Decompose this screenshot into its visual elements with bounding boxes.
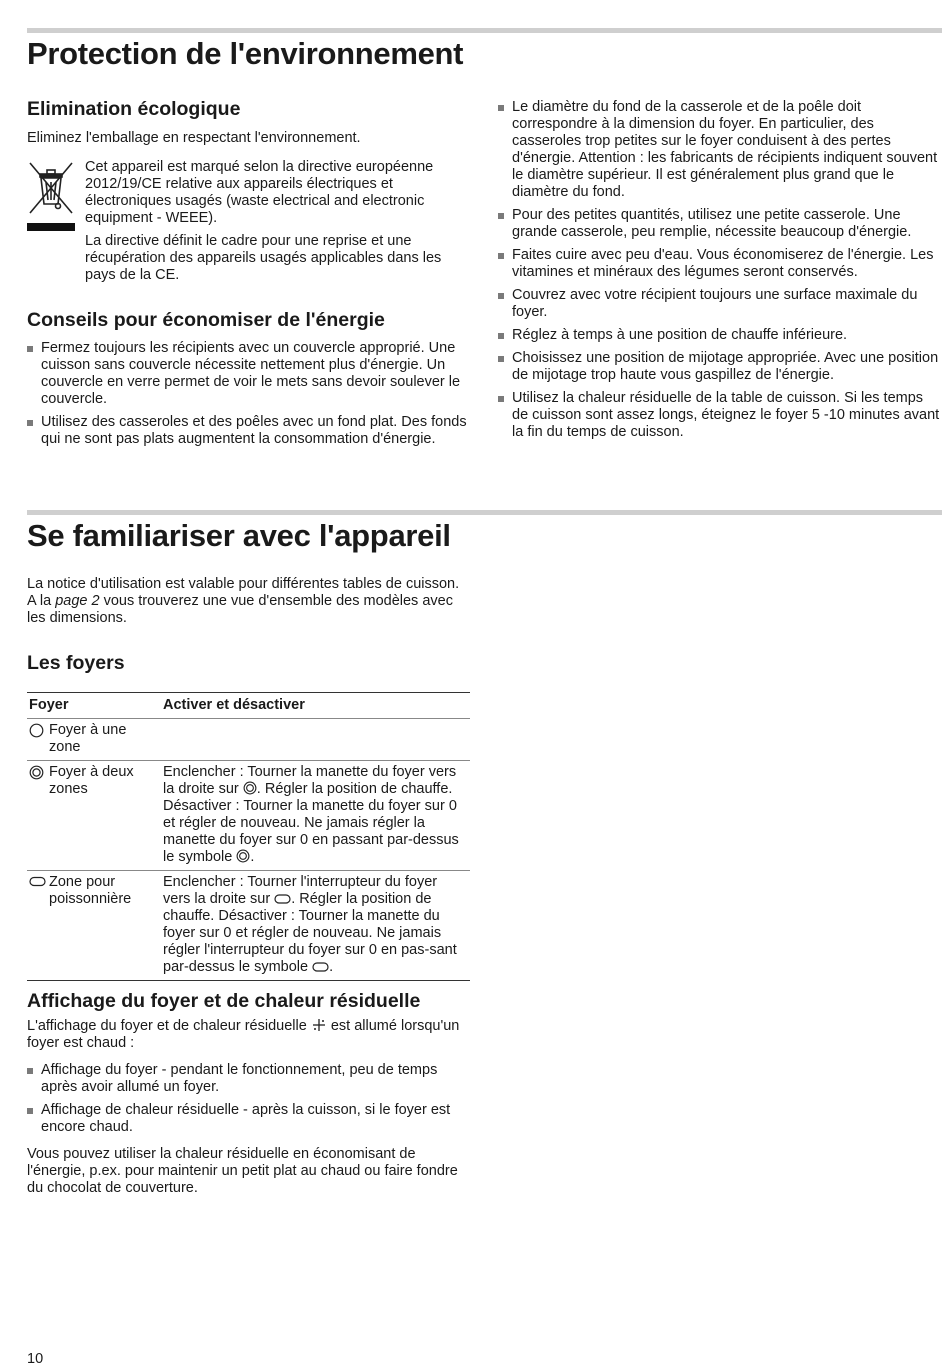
- energy-tips-list-right: [498, 99, 940, 447]
- column-header-foyer: Foyer: [27, 693, 161, 719]
- section-title-environment: Protection de l'environnement: [27, 36, 464, 71]
- bullet-icon: [27, 420, 33, 426]
- bullet-icon: [498, 396, 504, 402]
- list-item: Fermez toujours les récipients avec un couvercle approprié. Une cuisson sans couvercle nécessite nettement plus d'énergie. Un couvercle en verre permet de voir le mets sans devoir soulever le couvercle.: [27, 340, 467, 408]
- bullet-icon: [498, 105, 504, 111]
- bullet-icon: [498, 253, 504, 259]
- section-divider: [27, 28, 942, 33]
- table-header-row: [27, 693, 470, 719]
- bullet-icon: [27, 346, 33, 352]
- page-reference-link[interactable]: page 2: [55, 593, 100, 609]
- fish-zone-icon: [274, 893, 291, 905]
- foyers-table: [27, 692, 470, 981]
- bullet-icon: [27, 1108, 33, 1114]
- section-divider: [27, 510, 942, 515]
- appliance-intro: La notice d'utilisation est valable pour différentes tables de cuisson. A la page 2 vous trouverez une vue d'ensemble des modèles avec les dimensions.: [27, 576, 460, 626]
- weee-directive-text: Cet appareil est marqué selon la directive européenne 2012/19/CE relative aux appareils électriques et électroniques usagés (waste electrical and electronic equipment - WEEE).: [85, 159, 434, 226]
- fish-zone-icon: [312, 961, 329, 973]
- list-item: Utilisez des casseroles et des poêles avec un fond plat. Des fonds qui ne sont pas plats augmentent la consommation d'énergie.: [27, 414, 467, 448]
- bullet-icon: [498, 333, 504, 339]
- list-item: Faites cuire avec peu d'eau. Vous économiserez de l'énergie. Les vitamines et minéraux des légumes seront conservés.: [498, 247, 940, 281]
- heading-elimination: Elimination écologique: [27, 98, 241, 120]
- foyer-description: [161, 719, 470, 761]
- list-item: Le diamètre du fond de la casserole et de la poêle doit correspondre à la dimension du foyer. En particulier, des casseroles trop petites sur le foyer conduisent à des pertes d'énergie. Attention : les fabricants de récipients indiquent souvent le diamètre supérieur. Il est généralement plus grand que le diamètre du fond.: [498, 99, 940, 201]
- foyer-description: Enclencher : Tourner l'interrupteur du foyer vers la droite sur . Régler la position de chauffe. Désactiver : Tourner la manette du foyer sur 0 et régler de nouveau. Ne jamais régler l'interrupteur du foyer sur 0 en pas-sant par-dessus le symbole .: [161, 871, 470, 981]
- elimination-intro: Eliminez l'emballage en respectant l'environnement.: [27, 130, 361, 146]
- residual-heat-outro: Vous pouvez utiliser la chaleur résiduelle en économisant de l'énergie, p.ex. pour maintenir un petit plat au chaud ou faire fondre du chocolat de couverture.: [27, 1146, 458, 1196]
- table-row: [27, 871, 470, 981]
- list-item: Réglez à temps à une position de chauffe inférieure.: [498, 327, 940, 344]
- dual-zone-icon: [29, 764, 49, 798]
- foyer-name: Foyer à une zone: [49, 722, 127, 755]
- weee-crossed-bin-icon: [27, 160, 75, 234]
- list-item: Affichage du foyer - pendant le fonctionnement, peu de temps après avoir allumé un foyer.: [27, 1062, 467, 1096]
- residual-heat-intro: L'affichage du foyer et de chaleur résiduelle est allumé lorsqu'un foyer est chaud :: [27, 1018, 460, 1051]
- foyer-name: Foyer à deux zones: [49, 764, 134, 797]
- bullet-icon: [498, 293, 504, 299]
- fish-zone-icon: [29, 874, 49, 908]
- single-zone-icon: [29, 722, 49, 756]
- section-title-appliance: Se familiariser avec l'appareil: [27, 518, 451, 553]
- list-item: Choisissez une position de mijotage appropriée. Avec une position de mijotage trop haute vous gaspillez de l'énergie.: [498, 350, 940, 384]
- bullet-icon: [498, 213, 504, 219]
- column-header-activer: Activer et désactiver: [161, 693, 470, 719]
- table-row: [27, 761, 470, 871]
- energy-tips-list-left: [27, 340, 467, 454]
- weee-framework-text: La directive définit le cadre pour une reprise et une récupération des appareils usagés applicables dans les pays de la CE.: [85, 233, 442, 283]
- heading-energy-tips: Conseils pour économiser de l'énergie: [27, 309, 385, 331]
- foyer-description: Enclencher : Tourner la manette du foyer vers la droite sur . Régler la position de chauffe. Désactiver : Tourner la manette du foyer sur 0 et régler de nouveau. Ne jamais régler la manette du foyer sur 0 en passant par-dessus le symbole .: [161, 761, 470, 871]
- table-row: [27, 719, 470, 761]
- heading-residual-heat: Affichage du foyer et de chaleur résiduelle: [27, 990, 421, 1012]
- residual-heat-indicator-icon: [311, 1018, 327, 1032]
- list-item: Couvrez avec votre récipient toujours une surface maximale du foyer.: [498, 287, 940, 321]
- list-item: Pour des petites quantités, utilisez une petite casserole. Une grande casserole, peu remplie, nécessite beaucoup d'énergie.: [498, 207, 940, 241]
- dual-zone-icon: [236, 849, 250, 863]
- heading-foyers: Les foyers: [27, 652, 125, 674]
- page-number: 10: [27, 1351, 44, 1367]
- foyer-name: Zone pour poissonnière: [49, 874, 132, 907]
- list-item: Utilisez la chaleur résiduelle de la table de cuisson. Si les temps de cuisson sont assez longs, éteignez le foyer 5 -10 minutes avant la fin du temps de cuisson.: [498, 390, 940, 441]
- list-item: Affichage de chaleur résiduelle - après la cuisson, si le foyer est encore chaud.: [27, 1102, 467, 1136]
- residual-heat-list: [27, 1062, 467, 1142]
- dual-zone-icon: [243, 781, 257, 795]
- bullet-icon: [27, 1068, 33, 1074]
- bullet-icon: [498, 356, 504, 362]
